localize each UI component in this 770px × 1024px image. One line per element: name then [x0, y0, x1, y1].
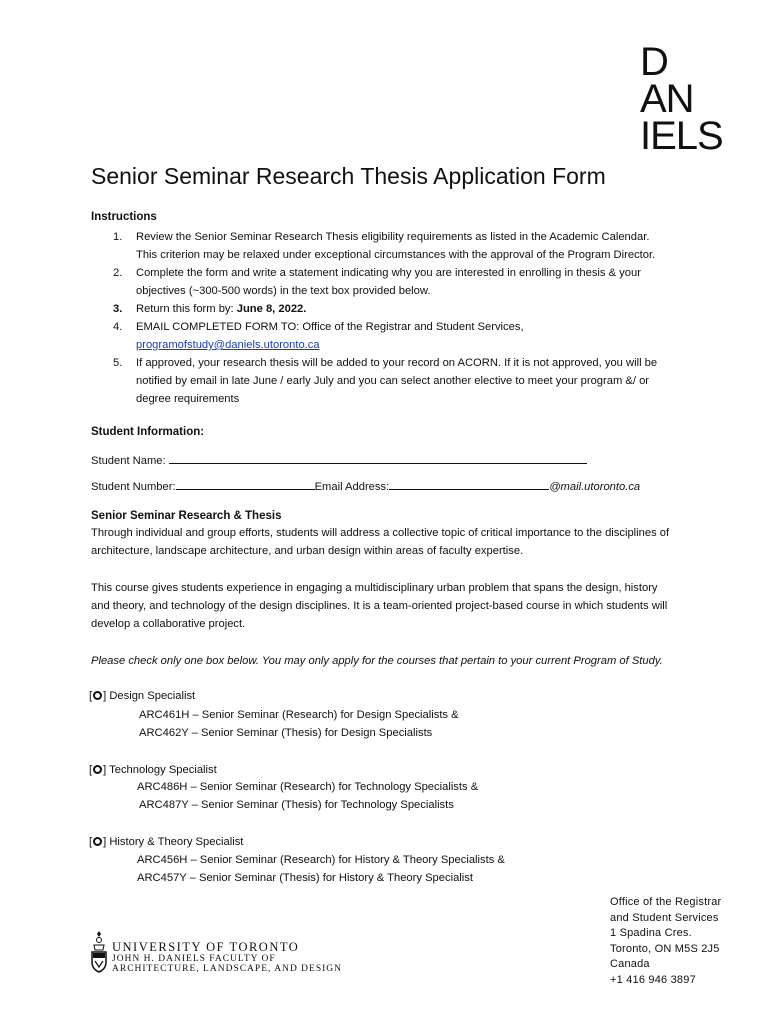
student-number-field[interactable] — [176, 477, 315, 490]
option-label: History & Theory Specialist — [109, 836, 244, 848]
office-address: Office of the Registrar and Student Services 1 Spadina Cres. Toronto, ON M5S 2J5 Canada +1 416 946 3897 — [610, 896, 722, 986]
list-item: 2. Complete the form and write a statement indicating why you are interested in enrolling in thesis & your objectives (~300-500 words) in the text box provided below. — [113, 267, 641, 297]
course-paragraph-2: This course gives students experience in engaging a multidisciplinary urban problem that spans the design, history and theory, and technology of the design disciplines. It is a team-oriented project-based course in which students will develop a collaborative project. — [91, 582, 668, 630]
check-instruction: Please check only one box below. You may only apply for the courses that pertain to your current Program of Study. — [91, 655, 663, 667]
instructions-list — [91, 228, 691, 408]
daniels-logo — [640, 40, 723, 158]
email-address-label: Email Address: — [314, 481, 390, 493]
checkbox[interactable]: [ ] — [89, 764, 107, 776]
student-name-row — [91, 451, 587, 470]
logo-line: D — [640, 40, 668, 84]
email-address-field[interactable] — [389, 477, 549, 490]
list-item: 1. Review the Senior Seminar Research Thesis eligibility requirements as listed in the Academic Calendar. This criterion may be relaxed under exceptional circumstances with the approval of the Program Director. — [113, 231, 656, 261]
option-history-theory-specialist[interactable] — [89, 833, 243, 851]
option-label: Technology Specialist — [109, 764, 217, 776]
logo-line: IELS — [640, 114, 723, 158]
page-title: Senior Seminar Research Thesis Application Form — [91, 163, 606, 189]
option-courses: ARC461H – Senior Seminar (Research) for Design Specialists & ARC462Y – Senior Seminar (Thesis) for Design Specialists — [139, 709, 459, 739]
checkbox[interactable]: [ ] — [89, 690, 107, 702]
student-number-label: Student Number: — [91, 481, 176, 493]
list-item: 5. If approved, your research thesis will be added to your record on ACORN. If it is not approved, you will be notified by email in late June / early July and you can select another elective to meet your program &/ or degree requirements — [113, 357, 658, 405]
instructions-heading: Instructions — [91, 211, 157, 223]
deadline-date: June 8, 2022. — [236, 303, 307, 315]
option-courses: ARC486H – Senior Seminar (Research) for Technology Specialists & ARC487Y – Senior Seminar (Thesis) for Technology Specialists — [137, 781, 479, 811]
student-name-field[interactable] — [169, 451, 587, 464]
student-number-row — [91, 477, 640, 496]
logo-line: AN — [640, 77, 694, 121]
student-info-heading: Student Information: — [91, 426, 205, 438]
email-suffix: @mail.utoronto.ca — [549, 481, 641, 493]
option-design-specialist[interactable] — [89, 687, 195, 705]
option-technology-specialist[interactable] — [89, 761, 217, 779]
circle-icon — [93, 837, 102, 846]
uoft-logo — [90, 930, 343, 980]
list-item: 3. Return this form by: June 8, 2022. — [113, 303, 307, 315]
checkbox[interactable]: [ ] — [89, 836, 107, 848]
course-heading: Senior Seminar Research & Thesis — [91, 510, 282, 522]
circle-icon — [93, 765, 102, 774]
student-name-label: Student Name: — [91, 455, 166, 467]
option-label: Design Specialist — [109, 690, 196, 702]
course-paragraph-1: Through individual and group efforts, students will address a collective topic of critical importance to the disciplines of architecture, landscape architecture, and urban design within areas of faculty expertise. — [91, 527, 670, 557]
crest-icon — [90, 930, 108, 974]
circle-icon — [93, 691, 102, 700]
uoft-wordmark: UNIVERSITY OF TORONTO JOHN H. DANIELS FACULTY OF ARCHITECTURE, LANDSCAPE, AND DESIGN — [112, 940, 343, 974]
option-courses: ARC456H – Senior Seminar (Research) for History & Theory Specialists & ARC457Y – Senior Seminar (Thesis) for History & Theory Specialist — [137, 854, 505, 884]
email-link[interactable]: programofstudy@daniels.utoronto.ca — [136, 339, 320, 351]
list-item: 4. EMAIL COMPLETED FORM TO: Office of the Registrar and Student Services, programofstudy@daniels.utoronto.ca — [113, 321, 524, 351]
